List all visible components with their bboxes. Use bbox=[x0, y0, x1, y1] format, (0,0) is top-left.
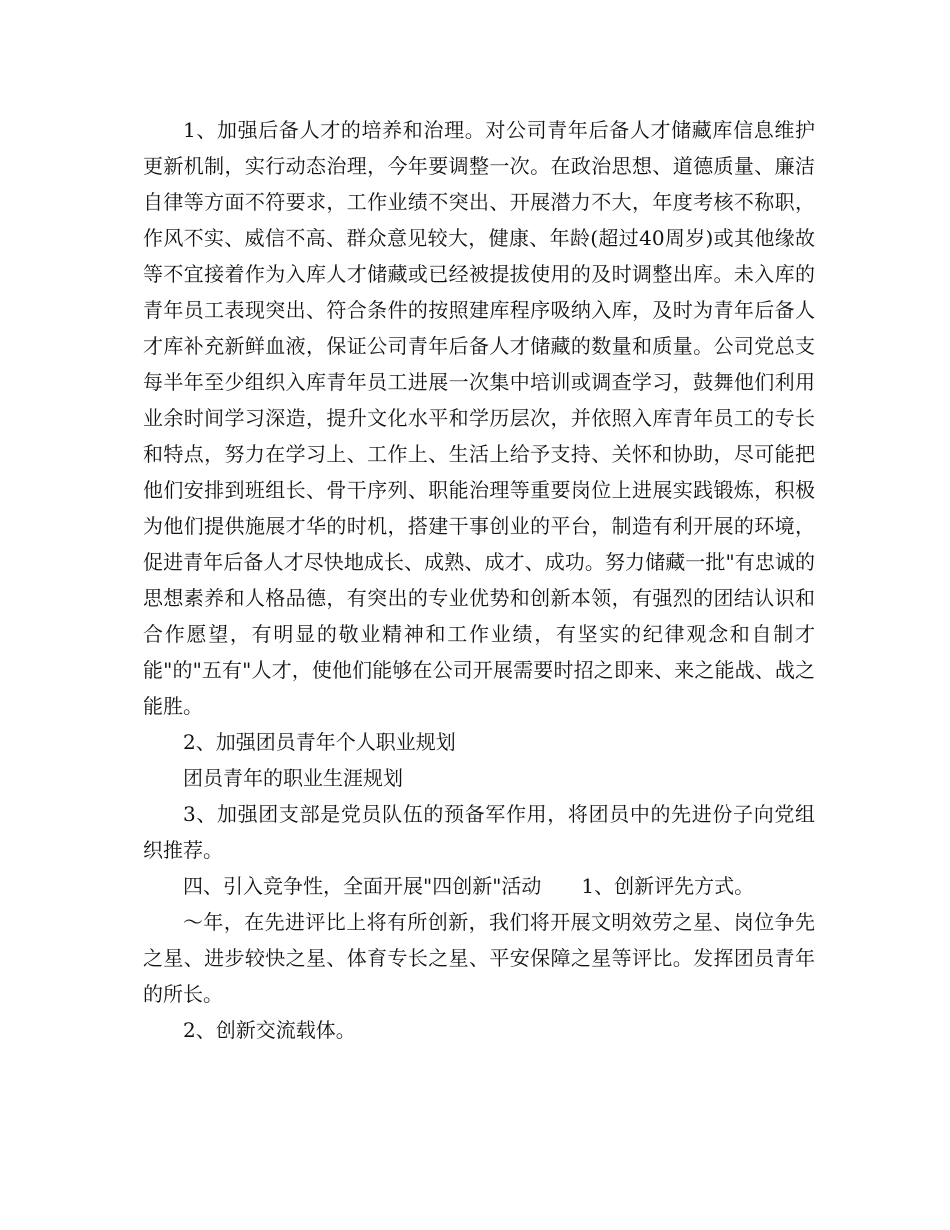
paragraph-evaluation: ～年，在先进评比上将有所创新，我们将开展文明效劳之星、岗位争先之星、进步较快之星、体育专长之星、平安保障之星等评比。发挥团员青年的所长。 bbox=[143, 910, 815, 1006]
section-four-line bbox=[143, 868, 815, 904]
paragraph-career-planning: 2、加强团员青年个人职业规划 bbox=[183, 730, 456, 754]
section-four-item: 1、创新评先方式。 bbox=[581, 874, 755, 898]
paragraph-party-reserve: 3、加强团支部是党员队伍的预备军作用，将团员中的先进份子向党组织推荐。 bbox=[143, 802, 815, 862]
document-body bbox=[143, 112, 815, 1048]
paragraph-exchange-carrier: 2、创新交流载体。 bbox=[183, 1018, 356, 1042]
section-four-heading: 四、引入竞争性，全面开展"四创新"活动 bbox=[183, 874, 542, 898]
paragraph-career-planning-sub: 团员青年的职业生涯规划 bbox=[183, 766, 403, 790]
paragraph-talent-reserve: 1、加强后备人才的培养和治理。对公司青年后备人才储藏库信息维护更新机制，实行动态治理，今年要调整一次。在政治思想、道德质量、廉洁自律等方面不符要求，工作业绩不突出、开展潜力不大，年度考核不称职，作风不实、威信不高、群众意见较大，健康、年龄(超过40周岁)或其他缘故等不宜接着作为入库人才储藏或已经被提拔使用的及时调整出库。未入库的青年员工表现突出、符合条件的按照建库程序吸纳入库，及时为青年后备人才库补充新鲜血液，保证公司青年后备人才储藏的数量和质量。公司党总支每半年至少组织入库青年员工进展一次集中培训或调查学习，鼓舞他们利用业余时间学习深造，提升文化水平和学历层次，并依照入库青年员工的专长和特点，努力在学习上、工作上、生活上给予支持、关怀和协助，尽可能把他们安排到班组长、骨干序列、职能治理等重要岗位上进展实践锻炼，积极为他们提供施展才华的时机，搭建干事创业的平台，制造有利开展的环境，促进青年后备人才尽快地成长、成熟、成才、成功。努力储藏一批"有忠诚的思想素养和人格品德，有突出的专业优势和创新本领，有强烈的团结认识和合作愿望，有明显的敬业精神和工作业绩，有坚实的纪律观念和自制才能"的"五有"人才，使他们能够在公司开展需要时招之即来、来之能战、战之能胜。 bbox=[143, 118, 815, 718]
